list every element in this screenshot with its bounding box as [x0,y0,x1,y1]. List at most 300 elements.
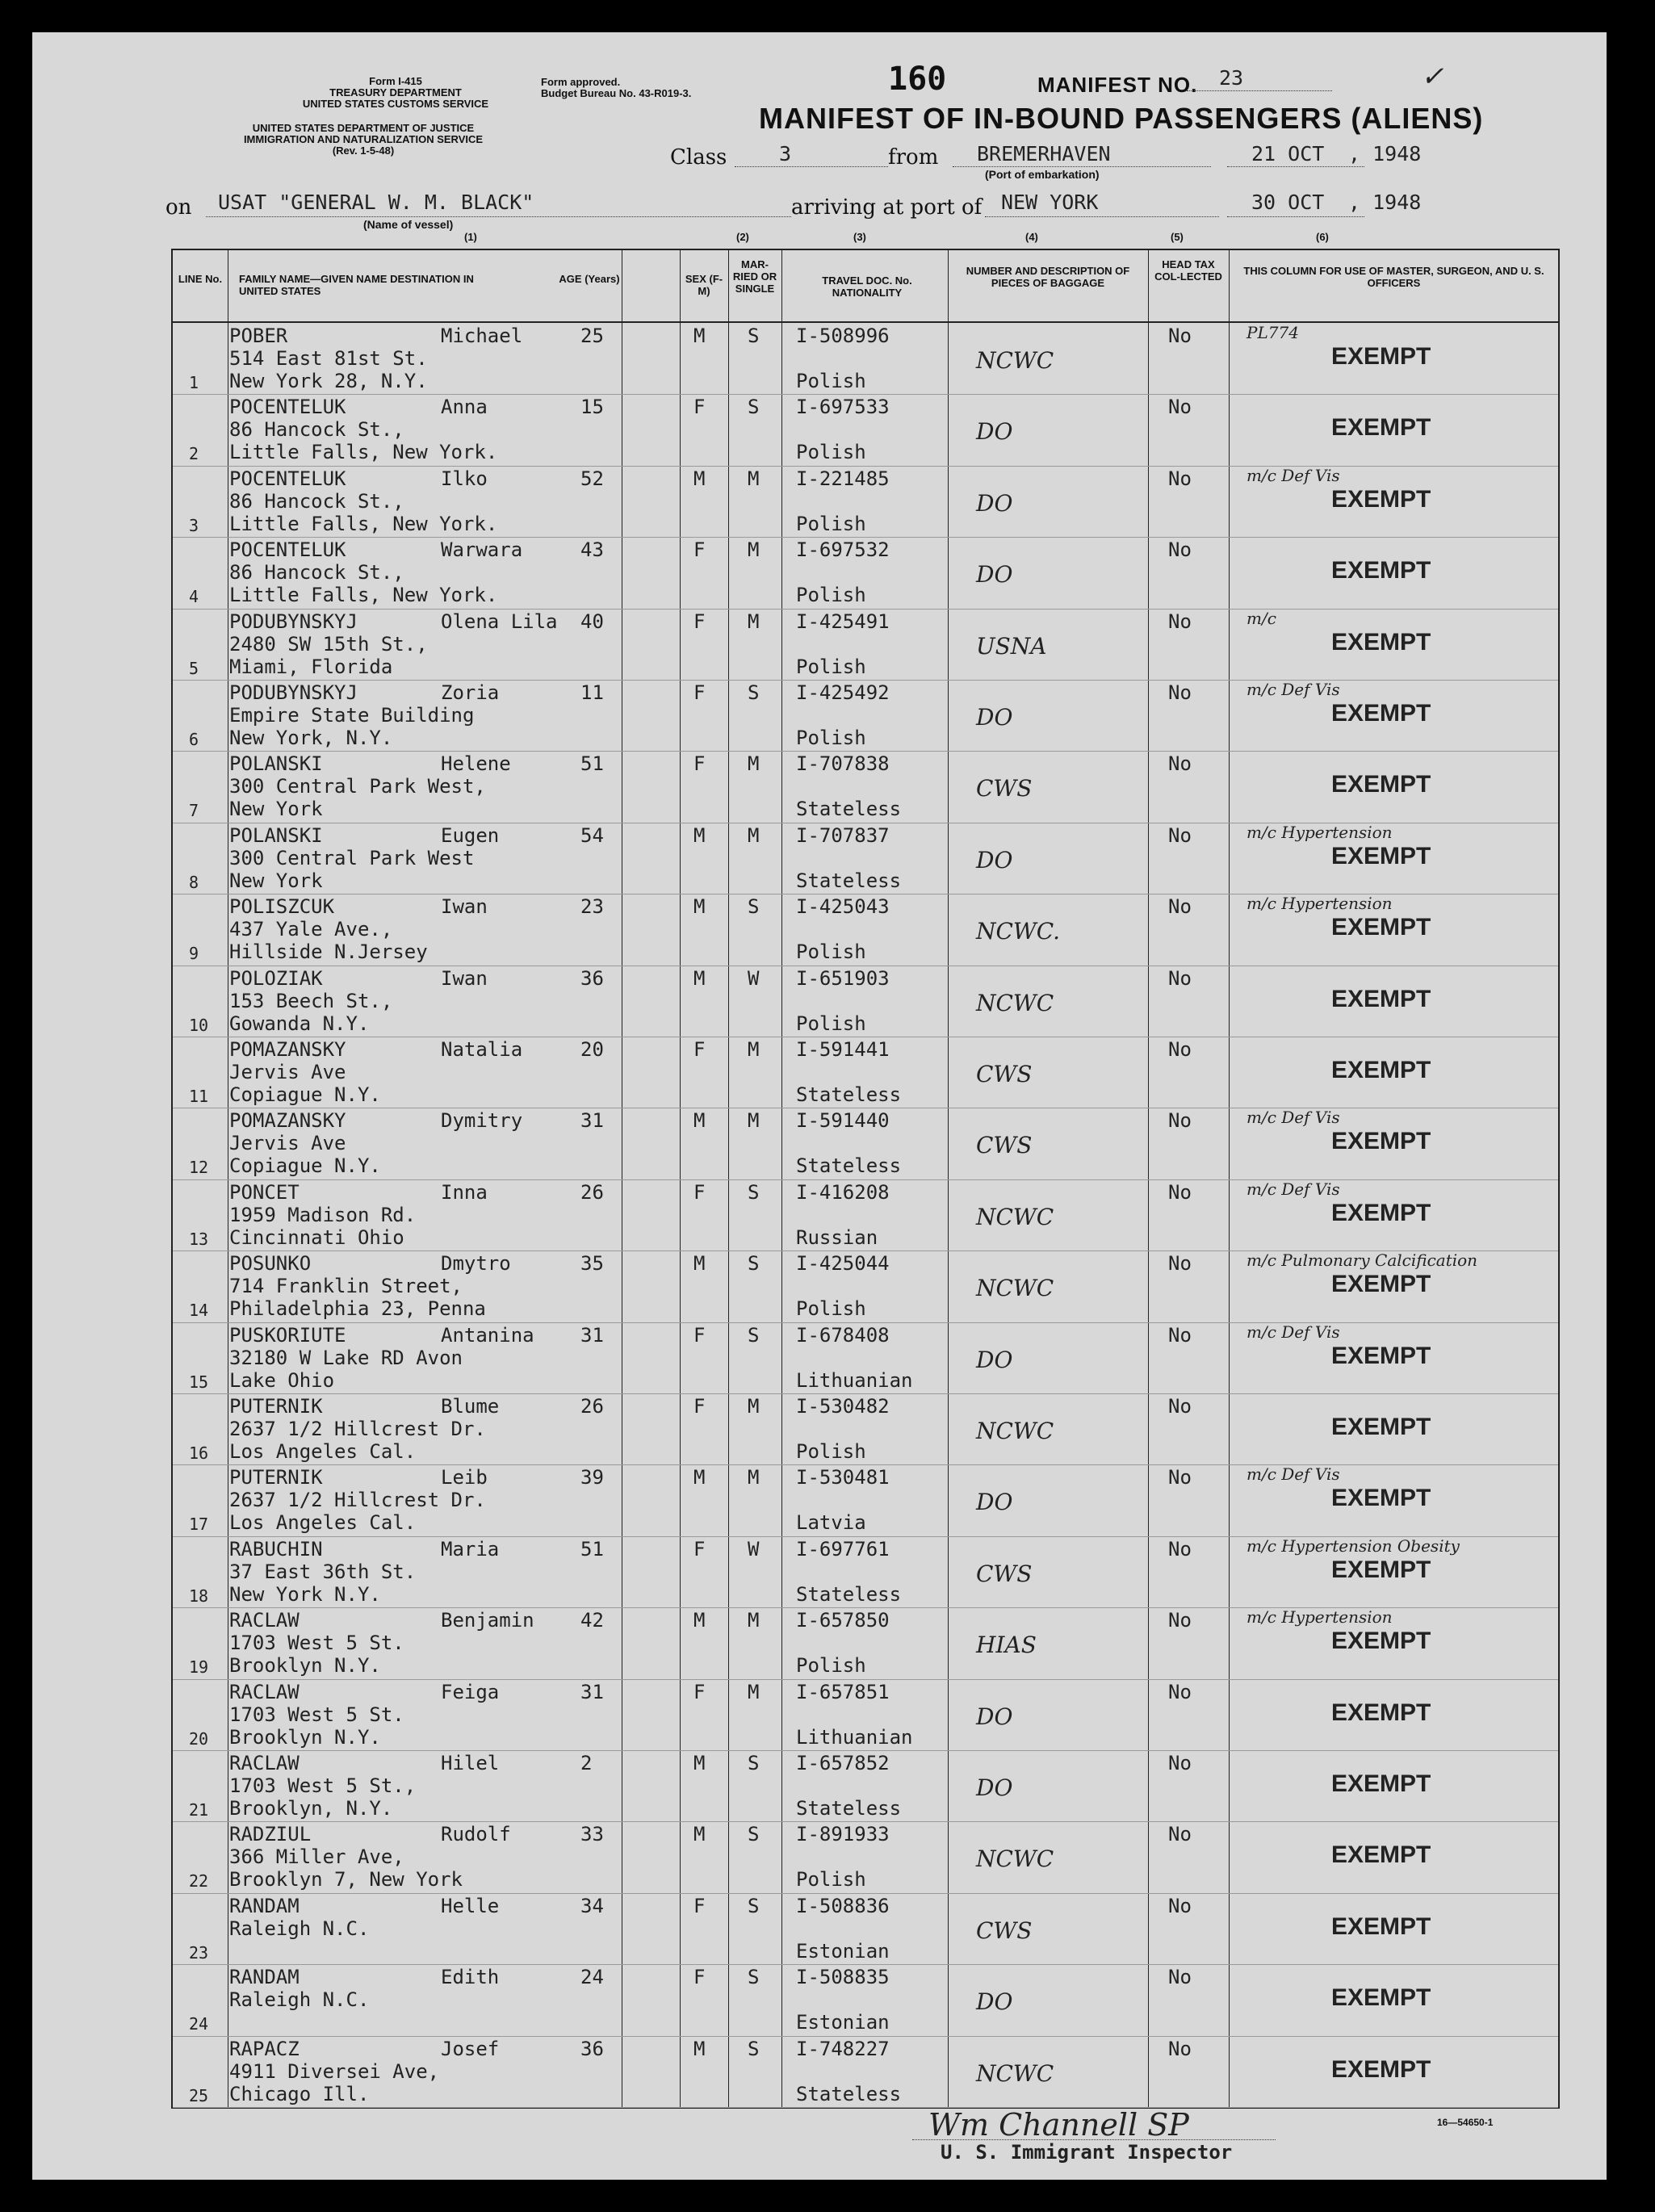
marital-status: S [748,1323,760,1347]
given-name: Iwan [441,895,488,919]
address-line-2: Lake Ohio [229,1368,335,1392]
marital-status: M [748,1038,760,1061]
status-stamp: EXEMPT [1331,2055,1431,2083]
table-row [173,1893,1558,1965]
head-tax: No [1168,467,1192,490]
address-line-1: Raleigh N.C. [229,1988,370,2012]
given-name: Helene [441,752,511,776]
status-stamp: EXEMPT [1331,1556,1431,1583]
travel-doc-no: I-425043 [796,895,890,919]
table-row [173,1679,1558,1751]
nationality: Polish [796,512,866,535]
head-tax: No [1168,1609,1192,1632]
line-no: 12 [189,1158,209,1178]
ins-label: IMMIGRATION AND NATURALIZATION SERVICE [243,133,484,145]
head-tax: No [1168,1038,1192,1061]
officer-note: PL774 [1246,323,1299,342]
nationality: Polish [796,1868,866,1892]
age: 25 [580,325,604,347]
status-stamp: EXEMPT [1331,414,1431,442]
nationality: Polish [796,370,866,392]
sex: F [693,1038,706,1061]
address-line-1: 2637 1/2 Hillcrest Dr. [229,1489,486,1512]
address-line-2: Brooklyn 7, New York [229,1868,463,1892]
marital-status: S [748,1966,760,1989]
status-stamp: EXEMPT [1331,1841,1431,1869]
sex: F [693,752,706,776]
sex: F [693,396,706,419]
baggage: NCWC [976,1845,1054,1873]
given-name: Inna [441,1180,488,1204]
form-number: Form I-415 [369,75,422,87]
passenger-rows [173,323,1558,2107]
officer-note: m/c Hypertension [1246,1607,1393,1628]
family-name: POSUNKO [229,1252,312,1276]
address-line-1: 300 Central Park West, [229,775,486,798]
family-name: PUTERNIK [229,1395,323,1418]
status-stamp: EXEMPT [1331,700,1431,727]
baggage: DO [976,418,1013,446]
status-stamp: EXEMPT [1331,1057,1431,1083]
address-line-1: 2480 SW 15th St., [229,632,428,656]
status-stamp: EXEMPT [1331,1770,1431,1797]
arrival-date: 30 OCT [1251,191,1325,214]
col-num: (4) [1025,231,1038,243]
table-row [173,466,1558,538]
line-no: 2 [189,444,199,464]
line-no: 19 [189,1657,209,1678]
line-no: 8 [189,872,199,892]
marital-status: M [748,467,760,490]
address-line-1: 300 Central Park West [229,846,475,869]
age: 31 [580,1323,604,1347]
line-no: 13 [189,1229,209,1249]
travel-doc-no: I-678408 [796,1323,890,1347]
baggage: NCWC [976,2059,1054,2087]
sex: M [693,325,706,347]
given-name: Michael [441,325,523,347]
address-line-1: 86 Hancock St., [229,418,404,442]
header-travel-doc: TRAVEL DOC. No. NATIONALITY [822,274,912,299]
revision-label: (Rev. 1-5-48) [332,145,395,157]
marital-status: M [748,1466,760,1489]
travel-doc-no: I-416208 [796,1180,890,1204]
address-line-1: Jervis Ave [229,1132,346,1155]
table-row [173,894,1558,966]
line-no: 6 [189,730,199,749]
col-num: (2) [736,231,749,243]
status-stamp: EXEMPT [1331,771,1431,798]
sex: M [693,1752,706,1774]
family-name: POCENTELUK [229,396,346,419]
departure-date: 21 OCT [1251,142,1325,165]
nationality: Latvia [796,1511,866,1535]
col-num: (5) [1171,231,1184,243]
table-row [173,751,1558,823]
address-line-2: Brooklyn N.Y. [229,1654,381,1678]
travel-doc-no: I-425492 [796,681,890,704]
customs-label: UNITED STATES CUSTOMS SERVICE [302,98,489,110]
line-no: 15 [189,1372,209,1392]
sex: M [693,467,706,490]
marital-status: S [748,2037,760,2060]
family-name: POLISZCUK [229,895,335,919]
age: 54 [580,823,604,847]
age: 26 [580,1180,604,1204]
family-name: POCENTELUK [229,538,346,562]
address-line-2: Los Angeles Cal. [229,1440,417,1463]
table-row [173,1607,1558,1679]
embarkation-port: BREMERHAVEN [977,142,1111,165]
given-name: Warwara [441,538,523,562]
given-name: Hilel [441,1752,500,1774]
baggage: USNA [976,632,1047,660]
family-name: POMAZANSKY [229,1038,346,1061]
address-line-2: Philadelphia 23, Penna [229,1297,486,1321]
baggage: HIAS [976,1632,1037,1659]
marital-status: M [748,1680,760,1703]
address-line-1: 1703 West 5 St. [229,1632,404,1655]
head-tax: No [1168,895,1192,919]
header-name: FAMILY NAME—GIVEN NAME DESTINATION IN UNITED STATES [239,273,474,297]
head-tax: No [1168,610,1192,633]
officer-note: m/c Def Vis [1246,1464,1340,1485]
table-row [173,1821,1558,1893]
form-approved: Form approved. [541,76,621,88]
class-value: 3 [779,142,792,165]
status-stamp: EXEMPT [1331,1628,1431,1655]
age: 36 [580,2037,604,2060]
given-name: Dymitry [441,1109,523,1133]
status-stamp: EXEMPT [1331,1699,1431,1726]
address-line-2: New York [229,798,323,821]
table-row [173,1322,1558,1394]
officer-note: m/c Def Vis [1246,1108,1340,1128]
head-tax: No [1168,1395,1192,1418]
header-officers: THIS COLUMN FOR USE OF MASTER, SURGEON, AND U. S. OFFICERS [1243,265,1544,289]
budget-bureau: Budget Bureau No. 43-R019-3. [541,87,692,99]
address-line-2: New York 28, N.Y. [229,370,428,392]
table-row [173,966,1558,1037]
given-name: Edith [441,1966,500,1989]
address-line-1: Raleigh N.C. [229,1917,370,1940]
age: 52 [580,467,604,490]
nationality: Polish [796,441,866,464]
age: 42 [580,1609,604,1632]
given-name: Feiga [441,1680,500,1703]
age: 34 [580,1894,604,1917]
table-row [173,1750,1558,1822]
address-line-1: 2637 1/2 Hillcrest Dr. [229,1418,486,1440]
manifest-page [32,32,1607,2180]
officer-note: m/c Hypertension [1246,822,1393,842]
nationality: Polish [796,941,866,964]
on-label: on [166,195,192,220]
print-code: 16—54650-1 [1437,2117,1494,2128]
status-stamp: EXEMPT [1331,485,1431,513]
marital-status: W [748,1537,760,1561]
sex: M [693,1252,706,1276]
address-line-2: Chicago Ill. [229,2082,370,2105]
family-name: POLANSKI [229,752,323,776]
baggage: DO [976,704,1013,731]
manifest-title: MANIFEST OF IN-BOUND PASSENGERS (ALIENS) [759,102,1484,135]
sex: M [693,2037,706,2060]
status-stamp: EXEMPT [1331,1984,1431,2012]
sex: F [693,1680,706,1703]
sex: F [693,1395,706,1418]
page-number: 160 [888,61,947,98]
col-num: (3) [853,231,866,243]
sex: M [693,1609,706,1632]
travel-doc-no: I-221485 [796,467,890,490]
address-line-2: Gowanda N.Y. [229,1012,370,1035]
address-line-2: Los Angeles Cal. [229,1511,417,1535]
marital-status: M [748,1395,760,1418]
travel-doc-no: I-697532 [796,538,890,562]
marital-status: M [748,1109,760,1133]
line-no: 10 [189,1015,209,1035]
baggage: DO [976,1346,1013,1373]
address-line-1: 153 Beech St., [229,989,393,1012]
address-line-1: 32180 W Lake RD Avon [229,1346,463,1369]
nationality: Stateless [796,2082,902,2105]
line-no: 17 [189,1514,209,1535]
given-name: Antanina [441,1323,534,1347]
status-stamp: EXEMPT [1331,1199,1431,1226]
status-stamp: EXEMPT [1331,985,1431,1012]
nationality: Polish [796,1297,866,1321]
table-row [173,537,1558,609]
travel-doc-no: I-657852 [796,1752,890,1774]
address-line-2: Hillside N.Jersey [229,941,428,964]
head-tax: No [1168,1180,1192,1204]
baggage: DO [976,561,1013,589]
head-tax: No [1168,396,1192,419]
head-tax: No [1168,1894,1192,1917]
family-name: PUSKORIUTE [229,1323,346,1347]
table-row [173,394,1558,466]
age: 51 [580,752,604,776]
head-tax: No [1168,2037,1192,2060]
status-stamp: EXEMPT [1331,1485,1431,1512]
baggage: DO [976,1774,1013,1801]
address-line-1: 366 Miller Ave, [229,1845,404,1869]
status-stamp: EXEMPT [1331,628,1431,656]
travel-doc-no: I-425044 [796,1252,890,1276]
given-name: Benjamin [441,1609,534,1632]
sex: F [693,1323,706,1347]
family-name: RACLAW [229,1609,300,1632]
address-line-2: New York N.Y. [229,1582,381,1606]
doj-label: UNITED STATES DEPARTMENT OF JUSTICE [252,122,475,134]
head-tax: No [1168,1323,1192,1347]
marital-status: S [748,1752,760,1774]
family-name: RACLAW [229,1680,300,1703]
inspector-signature: Wm Channell SP [928,2107,1189,2143]
address-line-1: 514 East 81st St. [229,347,428,370]
sex: F [693,1180,706,1204]
marital-status: S [748,1252,760,1276]
officer-note: m/c Def Vis [1246,1179,1340,1199]
officer-note: m/c Def Vis [1246,1322,1340,1342]
given-name: Natalia [441,1038,523,1061]
check-mark: ✓ [1421,61,1444,93]
nationality: Polish [796,584,866,607]
marital-status: M [748,610,760,633]
baggage: DO [976,846,1013,873]
line-no: 25 [189,2085,209,2105]
family-name: POLOZIAK [229,966,323,990]
address-line-2: Miami, Florida [229,655,393,678]
baggage: NCWC [976,989,1054,1016]
sex: F [693,538,706,562]
line-no: 3 [189,515,199,535]
address-line-1: 1703 West 5 St., [229,1774,417,1797]
address-line-1: 1703 West 5 St. [229,1703,404,1726]
manifest-no-label: MANIFEST NO. [1037,73,1198,97]
travel-doc-no: I-707838 [796,752,890,776]
given-name: Eugen [441,823,500,847]
age: 51 [580,1537,604,1561]
family-name: POLANSKI [229,823,323,847]
address-line-2: New York, N.Y. [229,727,393,749]
table-row [173,1108,1558,1179]
nationality: Stateless [796,869,902,892]
arrival-port: NEW YORK [1001,191,1099,214]
departure-year: , 1948 [1348,142,1422,165]
nationality: Polish [796,1654,866,1678]
travel-doc-no: I-591441 [796,1038,890,1061]
given-name: Helle [441,1894,500,1917]
nationality: Stateless [796,1083,902,1106]
officer-note: m/c Hypertension Obesity [1246,1535,1460,1556]
address-line-2: Brooklyn N.Y. [229,1725,381,1749]
family-name: POBER [229,325,288,347]
family-name: PONCET [229,1180,300,1204]
sex: M [693,1823,706,1846]
address-line-1: Empire State Building [229,704,475,727]
travel-doc-no: I-508835 [796,1966,890,1989]
col-num: (1) [464,231,477,243]
family-name: RADZIUL [229,1823,312,1846]
marital-status: S [748,396,760,419]
address-line-1: 4911 Diversei Ave, [229,2059,440,2083]
address-line-1: 714 Franklin Street, [229,1275,463,1298]
marital-status: S [748,1823,760,1846]
class-label: Class [670,145,727,170]
travel-doc-no: I-697533 [796,396,890,419]
nationality: Stateless [796,1154,902,1178]
given-name: Iwan [441,966,488,990]
age: 36 [580,966,604,990]
head-tax: No [1168,681,1192,704]
header-sex: SEX (F-M) [685,273,723,297]
baggage: NCWC [976,1203,1054,1230]
sex: F [693,610,706,633]
baggage: DO [976,1489,1013,1516]
travel-doc-no: I-651903 [796,966,890,990]
address-line-1: 37 East 36th St. [229,1560,417,1583]
marital-status: W [748,966,760,990]
nationality: Stateless [796,798,902,821]
age: 23 [580,895,604,919]
line-no: 20 [189,1728,209,1749]
line-no: 24 [189,2014,209,2034]
address-line-1: Jervis Ave [229,1061,346,1083]
baggage: DO [976,1988,1013,2016]
travel-doc-no: I-530482 [796,1395,890,1418]
baggage: NCWC. [976,918,1061,945]
arriving-label: arriving at port of [791,195,983,220]
baggage: CWS [976,1061,1033,1087]
officer-note: m/c Pulmonary Calcification [1246,1251,1478,1271]
table-row [173,1964,1558,2036]
embarkation-port-label: (Port of embarkation) [985,168,1100,181]
head-tax: No [1168,752,1192,776]
family-name: PODUBYNSKYJ [229,681,358,704]
address-line-2: Little Falls, New York. [229,512,498,535]
officer-note: m/c Hypertension [1246,894,1393,914]
age: 43 [580,538,604,562]
treasury-label: TREASURY DEPARTMENT [329,86,462,98]
head-tax: No [1168,1537,1192,1561]
family-name: PUTERNIK [229,1466,323,1489]
family-name: PODUBYNSKYJ [229,610,358,633]
address-line-1: 86 Hancock St., [229,489,404,513]
line-no: 5 [189,658,199,678]
head-tax: No [1168,1466,1192,1489]
family-name: RACLAW [229,1752,300,1774]
head-tax: No [1168,325,1192,347]
line-no: 22 [189,1871,209,1892]
given-name: Leib [441,1466,488,1489]
header-line-no: LINE No. [178,273,223,285]
address-line-2: Little Falls, New York. [229,441,498,464]
given-name: Blume [441,1395,500,1418]
officer-note: m/c Def Vis [1246,680,1340,699]
address-line-1: 437 Yale Ave., [229,918,393,941]
marital-status: M [748,538,760,562]
status-stamp: EXEMPT [1331,842,1431,869]
marital-status: M [748,823,760,847]
baggage: CWS [976,1132,1033,1159]
head-tax: No [1168,1680,1192,1703]
nationality: Polish [796,727,866,749]
sex: M [693,895,706,919]
nationality: Estonian [796,1939,890,1963]
head-tax: No [1168,1752,1192,1774]
arrival-year: , 1948 [1348,191,1422,214]
baggage: NCWC [976,347,1054,374]
vessel-name: USAT "GENERAL W. M. BLACK" [218,191,534,214]
address-line-2: Cincinnati Ohio [229,1225,404,1249]
age: 31 [580,1109,604,1133]
nationality: Polish [796,1012,866,1035]
table-row [173,680,1558,752]
line-no: 4 [189,587,199,607]
line-no: 18 [189,1586,209,1606]
given-name: Dmytro [441,1252,511,1276]
marital-status: S [748,325,760,347]
travel-doc-no: I-748227 [796,2037,890,2060]
family-name: RABUCHIN [229,1537,323,1561]
age: 15 [580,396,604,419]
manifest-no-value: 23 [1219,66,1244,90]
officer-note: m/c Def Vis [1246,465,1340,485]
family-name: RANDAM [229,1894,300,1917]
baggage: NCWC [976,1275,1054,1302]
